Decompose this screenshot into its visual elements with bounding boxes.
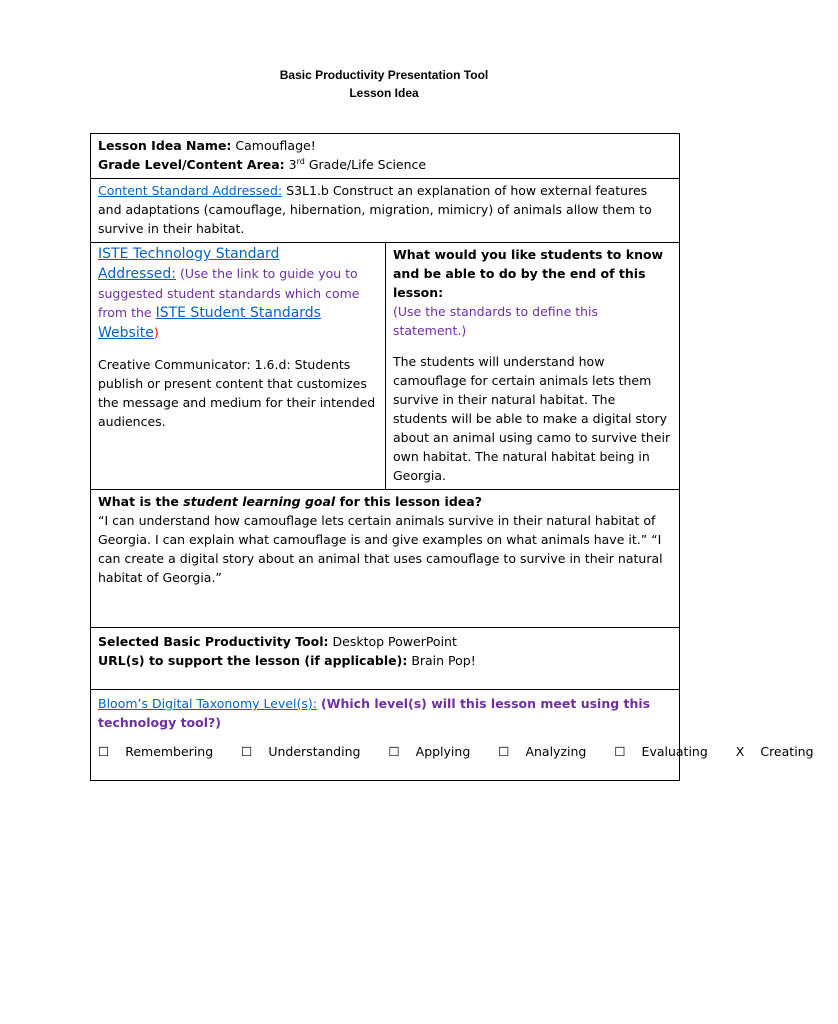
iste-standards-website-link[interactable]: ISTE Student Standards Website <box>98 305 321 341</box>
tool-label: Selected Basic Productivity Tool: <box>98 634 329 649</box>
iste-standard-cell <box>91 243 386 490</box>
learning-goal-cell <box>91 490 680 628</box>
grade-level-value: Grade/Life Science <box>308 157 427 172</box>
level-creating[interactable] <box>736 744 826 759</box>
grade-level-suffix: rd <box>296 156 305 166</box>
checkbox-icon[interactable]: ☐ <box>498 744 510 759</box>
content-standard-link[interactable]: Content Standard Addressed: <box>98 183 283 198</box>
learning-goal-question-emphasis: student learning goal <box>183 494 336 509</box>
level-label: Remembering <box>125 744 214 759</box>
learning-goal-row <box>91 490 680 628</box>
checkbox-icon[interactable]: ☐ <box>614 744 626 759</box>
lesson-name-cell <box>91 134 680 179</box>
learning-goal-question-start: What is the <box>98 494 179 509</box>
tool-cell <box>91 628 680 690</box>
level-applying[interactable] <box>388 744 482 759</box>
level-remembering[interactable] <box>98 744 225 759</box>
objective-cell <box>386 243 680 490</box>
level-label: Creating <box>760 744 814 759</box>
content-standard-text: S3L1.b Construct an explanation of how external features and adaptations (camouflage, hibernation, migration, mimicry) of animals allow them to survive in their habitat. <box>98 183 652 236</box>
lesson-name-row <box>91 134 680 179</box>
x-mark-icon[interactable]: X <box>735 744 745 759</box>
tool-value: Desktop PowerPoint <box>332 634 457 649</box>
level-label: Applying <box>415 744 471 759</box>
lesson-name-value: Camouflage! <box>235 138 316 153</box>
iste-close-paren: ) <box>153 325 159 340</box>
standards-row <box>91 243 680 490</box>
objective-hint: (Use the standards to define this statement.) <box>393 304 599 338</box>
grade-level-number: 3 <box>288 157 297 172</box>
blooms-question: (Which level(s) will this lesson meet using this technology tool?) <box>98 696 651 730</box>
document-header <box>0 66 768 102</box>
grade-level-label: Grade Level/Content Area: <box>98 157 285 172</box>
blooms-row <box>91 690 680 781</box>
learning-goal-question <box>98 492 673 511</box>
checkbox-icon[interactable]: ☐ <box>241 744 253 759</box>
level-understanding[interactable] <box>241 744 372 759</box>
lesson-name-label: Lesson Idea Name: <box>98 138 232 153</box>
level-label: Analyzing <box>525 744 587 759</box>
learning-goal-answer: “I can understand how camouflage lets certain animals survive in their natural habitat of Georgia. I can explain what camouflage is and give examples on what animals have it.” “I can create a digital story about an animal that uses camouflage to survive in their natural habitat of Georgia.” <box>98 513 663 585</box>
blooms-cell <box>91 690 814 781</box>
level-analyzing[interactable] <box>498 744 598 759</box>
level-label: Understanding <box>268 744 361 759</box>
iste-guide-text: (Use the link to guide you to suggested student standards which come from the <box>98 266 360 320</box>
objective-answer: The students will understand how camouflage for certain animals lets them survive in their natural habitat. The students will be able to make a digital story about an animal using camo to survive their own habitat. The natural habitat being in Georgia. <box>393 354 671 483</box>
content-standard-row <box>91 179 680 243</box>
lesson-plan-table <box>90 133 814 781</box>
document-subtitle: Lesson Idea <box>349 86 419 100</box>
iste-standard-heading-line1[interactable]: ISTE Technology Standard <box>98 246 280 262</box>
learning-goal-question-end: for this lesson idea? <box>339 494 482 509</box>
tool-row <box>91 628 680 690</box>
content-standard-cell <box>91 179 680 243</box>
level-label: Evaluating <box>641 744 708 759</box>
checkbox-icon[interactable]: ☐ <box>98 744 110 759</box>
url-value: Brain Pop! <box>411 653 476 668</box>
iste-standard-heading-line2[interactable]: Addressed: <box>98 266 176 282</box>
objective-question: What would you like students to know and be able to do by the end of this lesson: <box>393 247 664 300</box>
blooms-levels <box>98 742 814 761</box>
blooms-taxonomy-link[interactable]: Bloom’s Digital Taxonomy Level(s): <box>98 696 317 711</box>
document-title: Basic Productivity Presentation Tool <box>279 68 489 82</box>
checkbox-icon[interactable]: ☐ <box>388 744 400 759</box>
iste-standard-text: Creative Communicator: 1.6.d: Students publish or present content that customizes the message and medium for their intended audiences. <box>98 357 376 429</box>
url-label: URL(s) to support the lesson (if applicable): <box>98 653 408 668</box>
level-evaluating[interactable] <box>614 744 719 759</box>
